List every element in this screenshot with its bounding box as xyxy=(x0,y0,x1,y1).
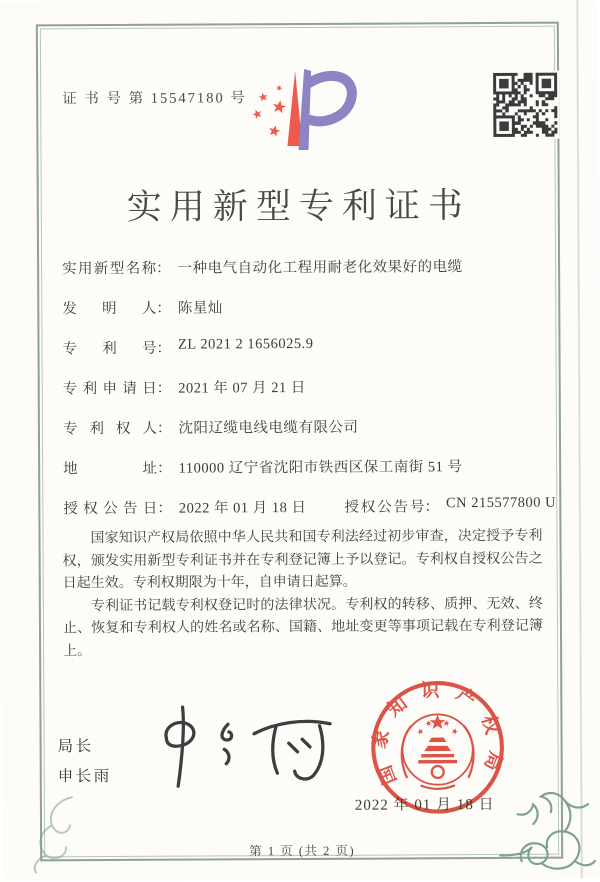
logo-stars xyxy=(251,84,287,137)
field-value: 110000 辽宁省沈阳市铁西区保工南街 51 号 xyxy=(178,459,463,477)
field-colon: ： xyxy=(156,300,171,317)
page-footer: 第 1 页 (共 2 页) xyxy=(249,843,356,859)
field-inventor xyxy=(62,295,547,318)
field-label: 实用新型名称 xyxy=(62,260,157,278)
qr-code xyxy=(491,71,559,139)
field-label: 专利申请日 xyxy=(62,380,157,398)
signer-title: 局长 xyxy=(57,738,94,756)
field-colon: ： xyxy=(424,499,440,516)
field-patentee xyxy=(62,415,548,438)
field-address xyxy=(63,455,548,478)
field-label: 授权公告日 xyxy=(63,500,158,518)
logo-purple-p xyxy=(298,69,352,150)
field-grant-row xyxy=(63,494,557,518)
field-value: 沈阳辽缆电线电缆有限公司 xyxy=(178,419,359,437)
field-label: 专利号 xyxy=(62,340,157,358)
field-colon: ： xyxy=(156,260,171,277)
signer-block xyxy=(58,732,112,792)
field-colon: ： xyxy=(156,340,172,357)
seal-text: 国家知识产权局 xyxy=(368,680,507,788)
field-label: 发明人 xyxy=(62,300,157,318)
field-utility-model-name xyxy=(62,255,547,278)
field-value: 陈星灿 xyxy=(177,300,223,317)
page-edge-shadow xyxy=(576,0,584,879)
field-filing-date xyxy=(62,375,548,398)
field-label: 授权公告号 xyxy=(344,499,425,516)
field-value: 一种电气自动化工程用耐老化效果好的电缆 xyxy=(177,259,463,277)
field-value: 2022 年 01 月 18 日 xyxy=(178,499,307,517)
patent-fields xyxy=(62,255,557,538)
field-colon: ： xyxy=(156,420,172,437)
cnipa-logo-icon xyxy=(250,64,371,169)
signer-name: 申长雨 xyxy=(57,767,112,786)
field-colon: ： xyxy=(157,500,172,517)
legal-paragraph-1: 国家知识产权局依照中华人民共和国专利法经过初步审查，决定授予专利权，颁发实用新型专利证书并在专利登记簿上予以登记。专利权自授权公告之日起生效。专利权期限为十年，自申请日起算。 xyxy=(62,528,543,592)
national-emblem xyxy=(402,714,474,789)
field-value: ZL 2021 2 1656025.9 xyxy=(177,335,314,353)
field-colon: ： xyxy=(157,460,172,477)
seal-date: 2022 年 01 月 18 日 xyxy=(354,796,495,814)
handwritten-signature xyxy=(134,698,347,797)
corner-ornament-bottom-right xyxy=(498,784,596,879)
field-label: 专利权人 xyxy=(62,420,157,438)
field-patent-number xyxy=(62,335,547,358)
field-value: 2021 年 07 月 21 日 xyxy=(178,379,306,397)
legal-paragraph-2: 专利证书记载专利权登记时的法律状况。专利权的转移、质押、无效、终止、恢复和专利权人的姓名或名称、国籍、地址变更等事项记载在专利登记簿上。 xyxy=(62,596,544,659)
field-value: CN 215577800 U xyxy=(445,494,557,512)
field-grant-number xyxy=(344,494,557,516)
certificate-title: 实用新型专利证书 xyxy=(126,186,471,227)
field-label: 地址 xyxy=(63,460,158,478)
svg-text:国家知识产权局 xyxy=(368,679,508,787)
corner-ornament-bottom-left xyxy=(22,787,76,873)
certificate-number: 证 书 号 第 15547180 号 xyxy=(62,90,247,108)
legal-text xyxy=(62,526,543,664)
field-colon: ： xyxy=(156,380,172,397)
